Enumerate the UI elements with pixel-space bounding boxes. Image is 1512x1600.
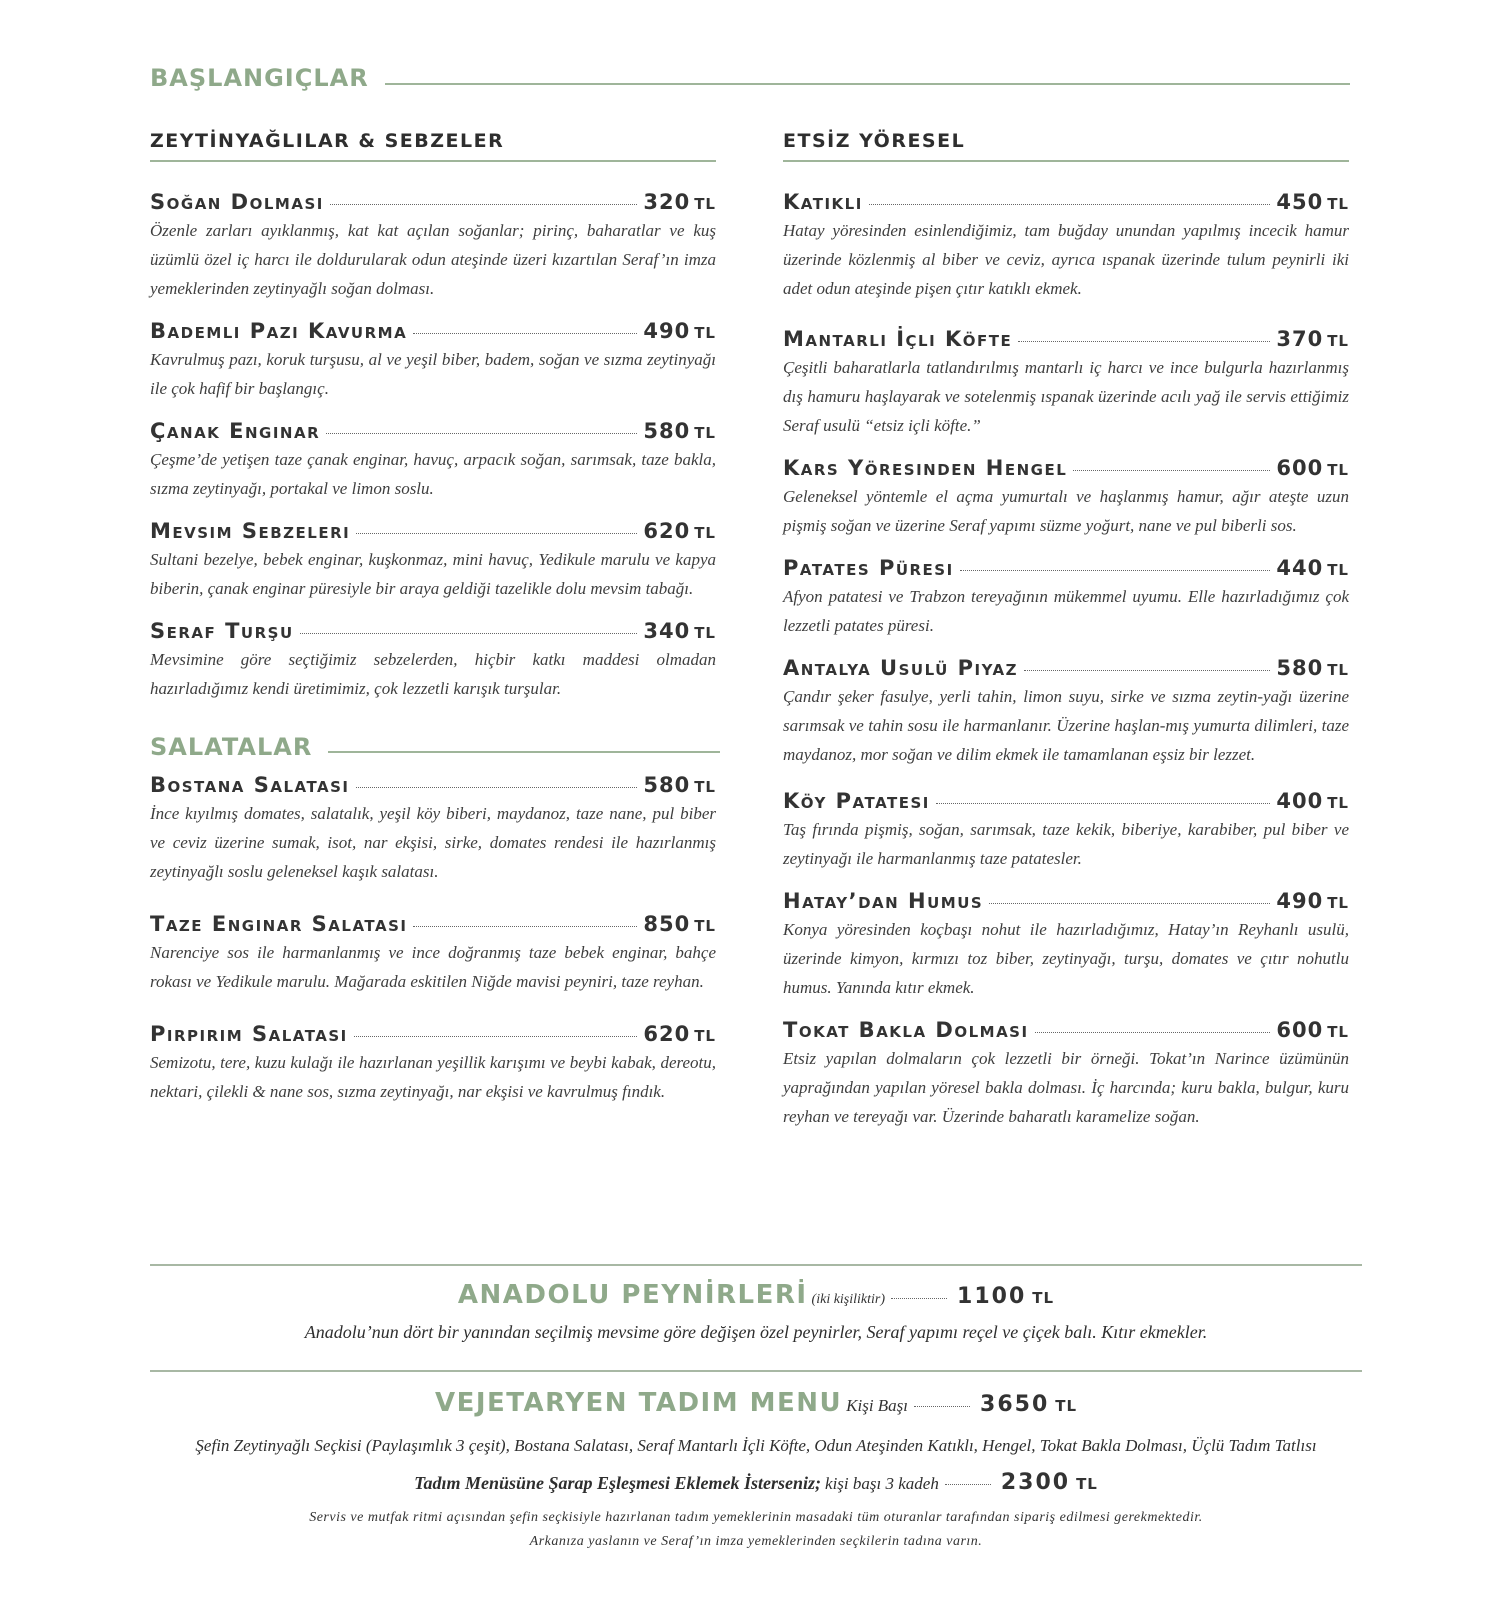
menu-item — [783, 456, 1353, 540]
divider-rule — [150, 1264, 1362, 1266]
menu-item — [150, 1022, 720, 1106]
item-name: Patates Püresi — [783, 556, 954, 580]
item-price: 600 TL — [1276, 1018, 1349, 1042]
leader-dots — [330, 204, 638, 205]
item-description: Semizotu, tere, kuzu kulağı ile hazırlanan yeşillik karışımı ve beybi kabak, dereotu, nektari, çilekli & nane sos, sızma zeytinyağı, nar ekşisi ve kavrulmuş fındık. — [150, 1053, 716, 1101]
section-title-text: SALATALAR — [150, 733, 313, 761]
menu-item — [783, 656, 1353, 769]
item-description: Çeşitli baharatlarla tatlandırılmış mantarlı iç harcı ve ince bulgurla hazırlanmış dış hamuru haşlayarak ve sotelenmiş ıspanak üzerinde acılı yağ ile servis ettiğimiz Seraf usulü “etsiz içli köfte.” — [783, 358, 1349, 435]
wine-pairing-line — [0, 1470, 1512, 1495]
item-price: 580 TL — [1276, 656, 1349, 680]
item-name: Soğan Dolması — [150, 190, 324, 214]
menu-item — [150, 190, 720, 303]
item-name: Bostana Salatası — [150, 773, 350, 797]
item-description: İnce kıyılmış domates, salatalık, yeşil köy biberi, maydanoz, taze nane, pul biber ve ceviz üzerine sumak, isot, nar ekşisi, sirke, domates rendesi ile hazırlanmış zeytinyağlı soslu geleneksel kaşık salatası. — [150, 804, 716, 881]
menu-item — [783, 789, 1353, 873]
leader-dots — [356, 533, 637, 534]
leader-dots — [960, 570, 1271, 571]
leader-dots — [1073, 470, 1270, 471]
item-description: Narenciye sos ile harmanlanmış ve ince doğranmış taze bebek enginar, bahçe rokası ve Yedikule marulu. Mağarada eskitilen Niğde mavisi peyniri, taze reyhan. — [150, 943, 716, 991]
tasting-title-line — [0, 1388, 1512, 1418]
item-description: Özenle zarları ayıklanmış, kat kat açılan soğanlar; pirinç, baharatlar ve kuş üzümlü özel iç harcı ile doldurularak odun ateşinde üzeri kızartılan Seraf’ın imza yemeklerinden zeytinyağlı soğan dolması. — [150, 221, 716, 298]
cheese-description: Anadolu’nun dört bir yanından seçilmiş mevsime göre değişen özel peynirler, Seraf yapımı reçel ve çiçek balı. Kıtır ekmekler. — [304, 1322, 1208, 1342]
leader-dots — [945, 1484, 991, 1485]
menu-item — [783, 889, 1353, 1002]
item-description: Taş fırında pişmiş, soğan, sarımsak, taze kekik, biberiye, karabiber, pul biber ve zeytinyağı ile harmanlanmış taze patatesler. — [783, 820, 1349, 868]
item-name: Taze Enginar Salatası — [150, 912, 408, 936]
item-description: Etsiz yapılan dolmaların çok lezzetli bir örneği. Tokat’ın Narince üzümünün yaprağından yapılan yöresel bakla dolması. İç harcında; kuru bakla, bulgur, kuru reyhan ve tereyağı var. Üzerinde baharatlı karamelize soğan. — [783, 1049, 1349, 1126]
item-name: Bademli Pazı Kavurma — [150, 319, 408, 343]
item-price: 490 TL — [1276, 889, 1349, 913]
item-name: Tokat Bakla Dolması — [783, 1018, 1029, 1042]
item-description: Hatay yöresinden esinlendiğimiz, tam buğday unundan yapılmış incecik hamur üzerinde közlenmiş al biber ve ceviz, ayrıca ıspanak üzerinde tulum peynirli iki adet odun ateşinde pişen çıtır katıklı ekmek. — [783, 221, 1349, 298]
section-title-text: BAŞLANGIÇLAR — [150, 64, 369, 92]
item-description: Çeşme’de yetişen taze çanak enginar, havuç, arpacık soğan, sarımsak, taze bakla, sızma zeytinyağı, portakal ve limon soslu. — [150, 450, 716, 498]
tasting-per-person: Kişi Başı — [846, 1396, 909, 1415]
item-price: 400 TL — [1276, 789, 1349, 813]
tasting-price: 3650 TL — [980, 1392, 1078, 1417]
item-name: Çanak Enginar — [150, 419, 321, 443]
item-price: 490 TL — [643, 319, 716, 343]
tasting-note-1: Servis ve mutfak ritmi açısından şefin seçkisiyle hazırlanan tadım yemeklerinin masadaki tüm oturanlar tarafından sipariş edilmesi gerekmektedir. — [309, 1510, 1203, 1525]
item-price: 600 TL — [1276, 456, 1349, 480]
menu-item — [150, 912, 720, 996]
section-title-baslangiclar — [150, 64, 1350, 92]
leader-dots — [891, 1298, 947, 1299]
item-price: 580 TL — [643, 773, 716, 797]
item-price: 320 TL — [643, 190, 716, 214]
leader-dots — [300, 633, 638, 634]
item-price: 370 TL — [1276, 327, 1349, 351]
menu-item — [783, 327, 1353, 440]
wine-pairing-detail: kişi başı 3 kadeh — [825, 1474, 939, 1493]
tasting-description: Şefin Zeytinyağlı Seçkisi (Paylaşımlık 3 çeşit), Bostana Salatası, Seraf Mantarlı İçli Köfte, Odun Ateşinden Katıklı, Hengel, Tokat Bakla Dolması, Üçlü Tadım Tatlısı — [195, 1436, 1317, 1455]
item-price: 340 TL — [643, 619, 716, 643]
menu-item — [150, 773, 720, 886]
item-name: Katıklı — [783, 190, 863, 214]
leader-dots — [413, 926, 637, 927]
item-price: 450 TL — [1276, 190, 1349, 214]
section-title-rule — [328, 751, 720, 753]
column-heading-zeytinyaglilar: ZEYTİNYAĞLILAR & SEBZELER — [150, 130, 716, 162]
menu-item — [783, 556, 1353, 640]
item-price: 440 TL — [1276, 556, 1349, 580]
item-name: Mantarlı İçli Köfte — [783, 327, 1013, 351]
tasting-title: VEJETARYEN TADIM MENU — [434, 1388, 843, 1418]
menu-item — [150, 319, 720, 403]
cheese-title-line — [0, 1280, 1512, 1310]
right-column — [783, 130, 1353, 1131]
section-title-salatalar — [150, 733, 720, 761]
item-price: 620 TL — [643, 519, 716, 543]
item-description: Sultani bezelye, bebek enginar, kuşkonmaz, mini havuç, Yedikule marulu ve kapya biberin, çanak enginar püresiyle bir araya geldiği tazelikle dolu mevsim tabağı. — [150, 550, 716, 598]
item-name: Köy Patatesi — [783, 789, 930, 813]
menu-item — [783, 190, 1353, 303]
item-price: 850 TL — [643, 912, 716, 936]
left-column — [150, 130, 720, 1106]
leader-dots — [1024, 670, 1270, 671]
item-name: Hatay’dan Humus — [783, 889, 984, 913]
item-description: Konya yöresinden koçbaşı nohut ile hazırladığımız, Hatay’ın Reyhanlı usulü, üzerinde kimyon, kırmızı toz biber, zeytinyağı, turşu, domates ve çıtır nohutlu humus. Yanında kıtır ekmek. — [783, 920, 1349, 997]
wine-pairing-price: 2300 TL — [1000, 1470, 1098, 1495]
item-name: Antalya Usulü Piyaz — [783, 656, 1018, 680]
wine-pairing-label: Tadım Menüsüne Şarap Eşleşmesi Eklemek İsterseniz; — [414, 1473, 822, 1493]
item-price: 620 TL — [643, 1022, 716, 1046]
tasting-note-2: Arkanıza yaslanın ve Seraf’ın imza yemeklerinden seçkilerin tadına varın. — [529, 1534, 983, 1549]
item-name: Seraf Turşu — [150, 619, 294, 643]
menu-item — [783, 1018, 1353, 1131]
leader-dots — [936, 803, 1270, 804]
menu-item — [150, 419, 720, 503]
leader-dots — [1018, 341, 1270, 342]
cheese-title: ANADOLU PEYNİRLERİ — [457, 1280, 808, 1310]
item-price: 580 TL — [643, 419, 716, 443]
leader-dots — [1035, 1032, 1271, 1033]
item-description: Afyon patatesi ve Trabzon tereyağının mükemmel uyumu. Elle hazırladığımız çok lezzetli patates püresi. — [783, 587, 1349, 635]
item-description: Geleneksel yöntemle el açma yumurtalı ve haşlanmış hamur, ağır ateşte uzun pişmiş soğan ve üzerine Seraf yapımı süzme yoğurt, nane ve pul biberli sos. — [783, 487, 1349, 535]
leader-dots — [356, 787, 638, 788]
leader-dots — [326, 433, 637, 434]
item-name: Pirpirim Salatası — [150, 1022, 348, 1046]
cheese-price: 1100 TL — [957, 1284, 1055, 1309]
leader-dots — [354, 1036, 638, 1037]
divider-rule — [150, 1370, 1362, 1372]
item-name: Mevsim Sebzeleri — [150, 519, 351, 543]
menu-item — [150, 619, 720, 703]
leader-dots — [914, 1406, 970, 1407]
item-description: Kavrulmuş pazı, koruk turşusu, al ve yeşil biber, badem, soğan ve sızma zeytinyağı ile çok hafif bir başlangıç. — [150, 350, 716, 398]
item-description: Çandır şeker fasulye, yerli tahin, limon suyu, sirke ve sızma zeytin-yağı üzerine sarımsak ve tahin sosu ile harmanlanır. Üzerine haşlan-mış yumurta dilimleri, taze maydanoz, mor soğan ve dilim ekmek ile tamamlanan eşsiz bir lezzet. — [783, 687, 1349, 764]
cheese-note: (iki kişiliktir) — [811, 1292, 886, 1307]
leader-dots — [989, 903, 1270, 904]
item-description: Mevsimine göre seçtiğimiz sebzelerden, hiçbir katkı maddesi olmadan hazırladığımız kendi üretimimiz, çok lezzetli karışık turşular. — [150, 650, 716, 698]
leader-dots — [869, 204, 1271, 205]
column-heading-etsiz-yoresel: ETSİZ YÖRESEL — [783, 130, 1349, 162]
item-name: Kars Yöresinden Hengel — [783, 456, 1068, 480]
leader-dots — [413, 333, 637, 334]
menu-item — [150, 519, 720, 603]
section-title-rule — [385, 83, 1350, 85]
